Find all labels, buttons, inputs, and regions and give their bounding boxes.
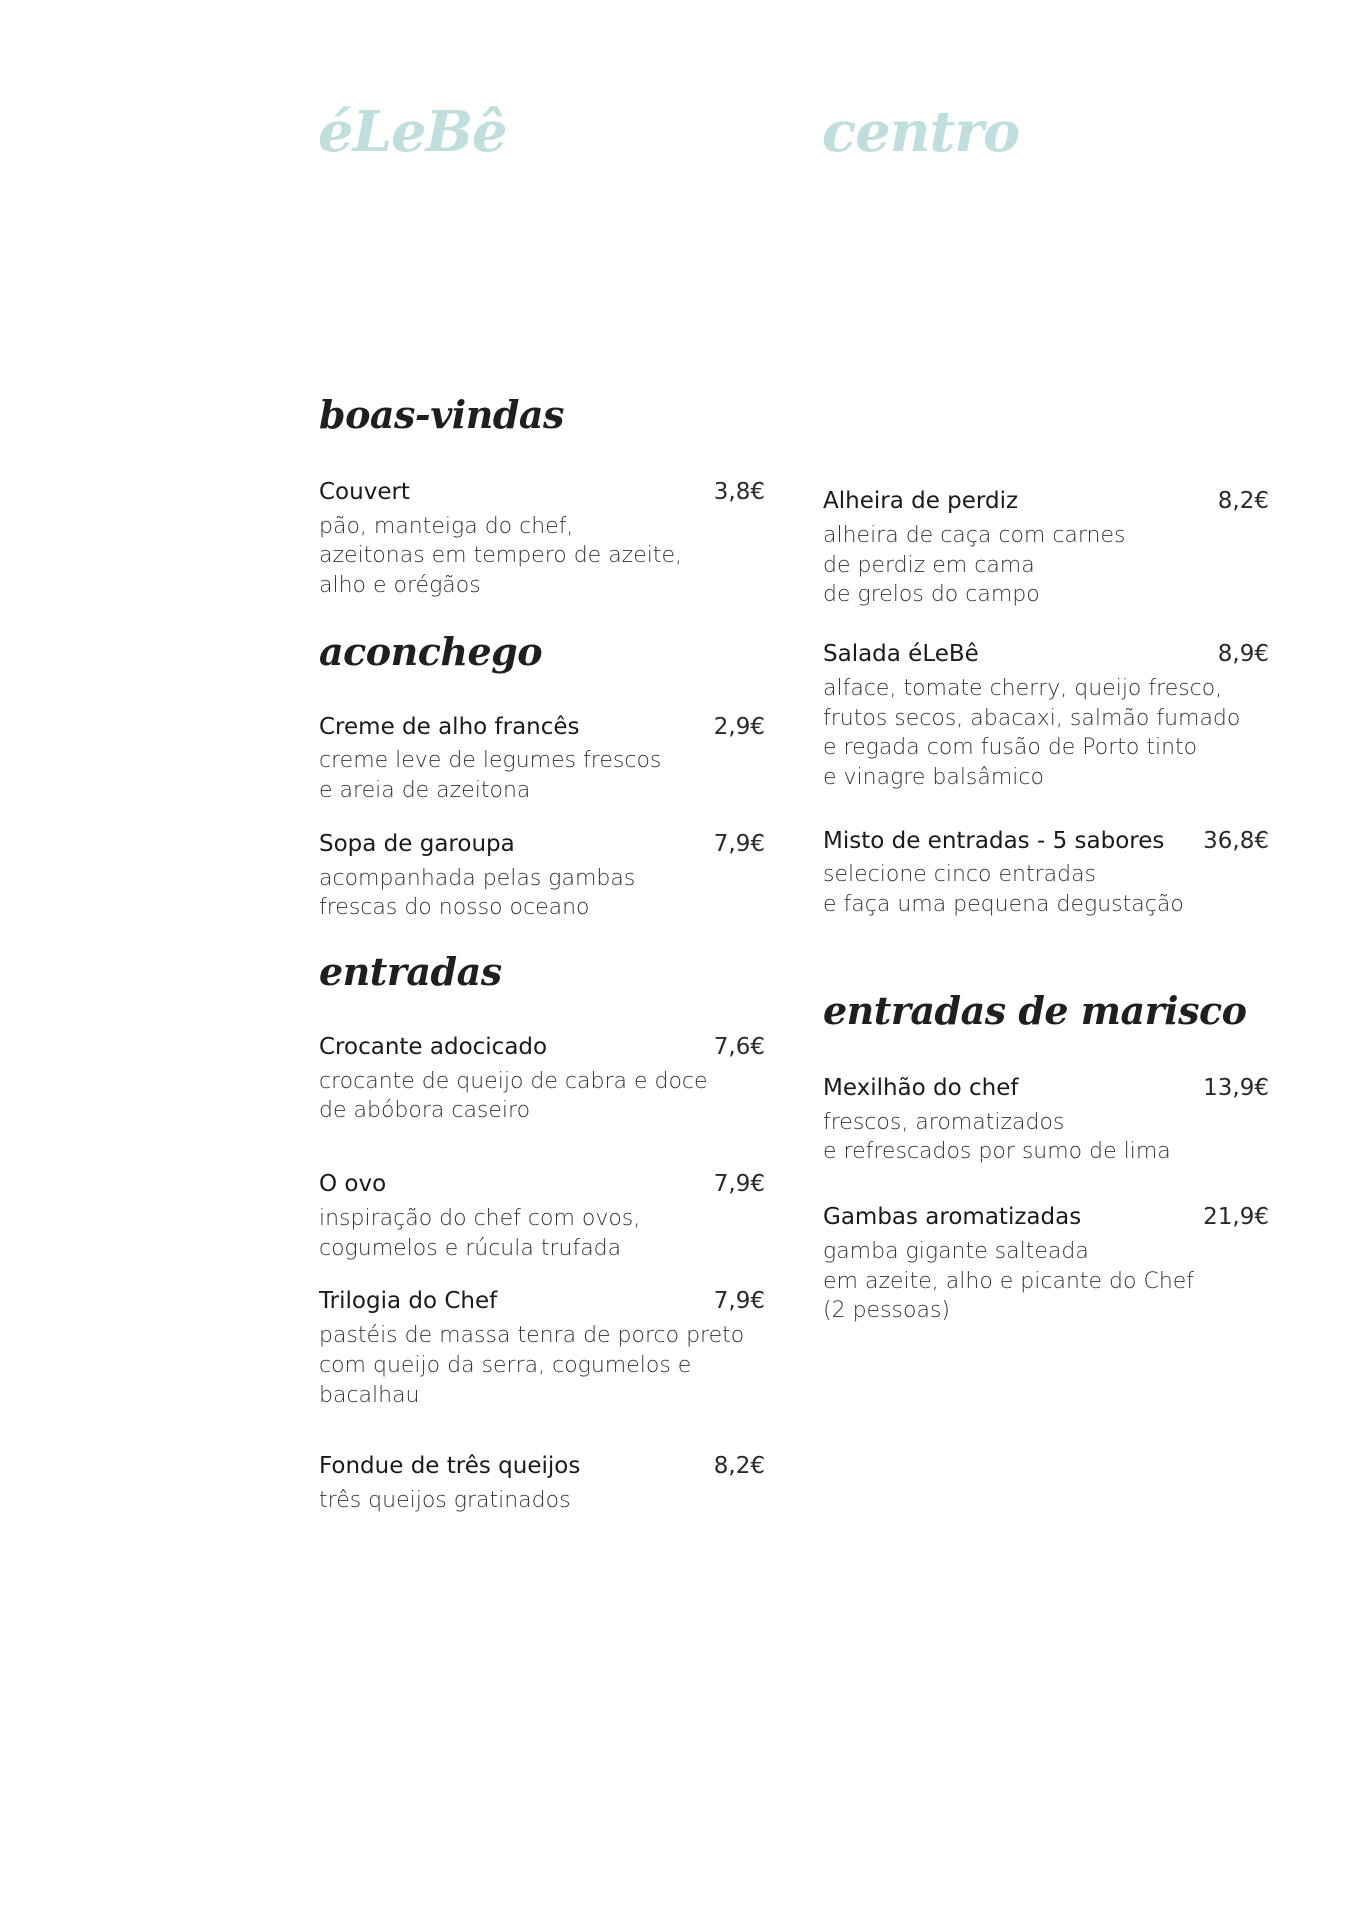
item-price: 8,2€ [1217,488,1269,514]
item-price: 21,9€ [1203,1203,1269,1230]
menu-item-mexilhao [823,1074,1269,1167]
item-name: Trilogia do Chef [319,1288,498,1315]
item-price: 8,9€ [1217,640,1269,667]
menu-item-sopa-garoupa [319,830,765,923]
item-description: creme leve de legumes frescos e areia de azeitona [319,748,662,804]
item-price: 7,9€ [713,1288,765,1315]
item-name: Alheira de perdiz [823,488,1019,514]
item-name: Couvert [319,478,410,505]
item-price: 36,8€ [1203,827,1269,854]
menu-item-misto [823,827,1269,920]
item-name: Misto de entradas - 5 sabores [823,827,1165,854]
item-description: crocante de queijo de cabra e doce de abóbora caseiro [319,1068,708,1124]
menu-column-right [823,487,1269,1326]
item-price: 7,9€ [713,1171,765,1198]
brand-logo: éLeBê [318,99,507,165]
item-description: três queijos gratinados [319,1488,571,1514]
menu-item-alheira [823,487,1269,610]
location-label: centro [822,99,1020,165]
item-description: alface, tomate cherry, queijo fresco, frutos secos, abacaxi, salmão fumado e regada com fusão de Porto tinto e vinagre balsâmico [823,675,1241,790]
item-description: gamba gigante salteada em azeite, alho e picante do Chef (2 pessoas) [823,1238,1195,1324]
item-description: frescos, aromatizados e refrescados por sumo de lima [823,1109,1171,1165]
menu-item-creme-alho [319,713,765,806]
menu-item-crocante [319,1033,765,1126]
item-description: selecione cinco entradas e faça uma pequena degustação [823,862,1184,918]
item-name: Salada éLeBê [823,640,979,667]
item-name: Creme de alho francês [319,713,580,740]
item-price: 13,9€ [1203,1074,1269,1101]
item-price: 7,6€ [713,1033,765,1060]
menu-item-gambas [823,1203,1269,1326]
item-name: Fondue de três queijos [319,1453,581,1480]
menu-column-left [319,394,765,1516]
section-title-aconchego: aconchego [319,628,543,674]
item-description: alheira de caça com carnes de perdiz em cama de grelos do campo [823,522,1126,608]
menu-item-couvert [319,478,765,601]
section-title-entradas-de-marisco: entradas de marisco [823,987,1247,1033]
item-description: acompanhada pelas gambas frescas do nosso oceano [319,865,636,921]
item-description: pão, manteiga do chef, azeitonas em tempero de azeite, alho e orégãos [319,513,683,599]
item-price: 8,2€ [713,1453,765,1480]
section-title-boas-vindas: boas-vindas [319,392,564,437]
item-name: Crocante adocicado [319,1033,548,1060]
item-name: Gambas aromatizadas [823,1203,1082,1230]
menu-item-o-ovo [319,1170,765,1263]
item-price: 2,9€ [713,713,765,740]
item-description: inspiração do chef com ovos, cogumelos e rúcula trufada [319,1206,641,1261]
item-name: O ovo [319,1171,387,1198]
item-description: pastéis de massa tenra de porco preto com queijo da serra, cogumelos e bacalhau [319,1323,745,1408]
item-name: Sopa de garoupa [319,830,515,857]
menu-item-fondue [319,1452,765,1516]
item-name: Mexilhão do chef [823,1074,1019,1101]
menu-item-trilogia [319,1287,765,1410]
item-price: 7,9€ [713,830,765,857]
section-title-entradas: entradas [319,949,502,995]
item-price: 3,8€ [713,478,765,505]
menu-item-salada [823,640,1269,793]
